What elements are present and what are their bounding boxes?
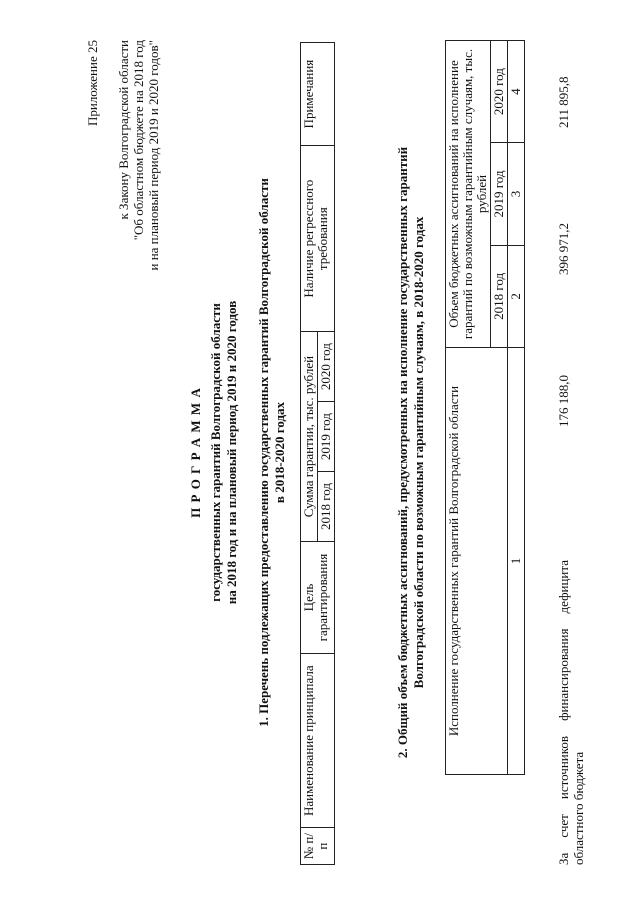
numbering-cell-4: 4 (508, 41, 525, 143)
numbering-cell-1: 1 (508, 348, 525, 775)
col-notes-header: Примечания (301, 43, 335, 146)
law-line-2: "Об областном бюджете на 2018 год (131, 40, 146, 241)
numbering-cell-2: 2 (508, 245, 525, 347)
volume-header: Объем бюджетных ассигнований на исполнение гарантий по возможным гарантийным случаям, тыс. рублей (446, 41, 491, 348)
col-num-header: № п/п (301, 828, 335, 865)
col-principal-header: Наименование принципала (301, 654, 335, 828)
section2-title-line-2: Волгоградской области по возможным гарантийным случаям, в 2018-2020 годах (411, 216, 426, 689)
row-label: За счет источников финансирования дефицита областного бюджета (556, 560, 586, 865)
col-2019-header: 2019 год (318, 402, 335, 472)
law-line-1: к Закону Волгоградской области (116, 40, 131, 220)
section2-title-line-1: 2. Общий объем бюджетных ассигнований, предусмотренных на исполнение государственных гарантий (395, 146, 410, 759)
section1-title-line-2: в 2018-2020 годах (272, 401, 287, 504)
alloc-2019-header: 2019 год (491, 143, 508, 245)
appendix-header (85, 40, 161, 370)
section1-title-line-1: 1. Перечень подлежащих предоставлению государственных гарантий Волгоградской области (256, 178, 271, 727)
col-2020-header: 2020 год (318, 332, 335, 402)
alloc-2020-header: 2020 год (491, 41, 508, 143)
blank-row (525, 41, 546, 775)
section2-heading (395, 0, 427, 905)
col-2018-header: 2018 год (318, 472, 335, 542)
section1-heading (256, 0, 288, 905)
col-purpose-header: Цель гарантирования (301, 541, 335, 653)
program-title-block (188, 0, 240, 905)
row-value-2020: 211 895,8 (556, 76, 571, 128)
row-value-2018: 176 188,0 (556, 375, 571, 427)
guarantees-table (300, 42, 335, 865)
allocations-table (445, 40, 545, 775)
row-value-2019: 396 971,2 (556, 223, 571, 275)
program-subtitle-1: государственных гарантий Волгоградской области (208, 303, 223, 602)
col-regress-header: Наличие регрессного требования (301, 146, 335, 332)
numbering-cell-3: 3 (508, 143, 525, 245)
col-sum-header: Сумма гарантии, тыс. рублей (301, 332, 318, 542)
program-title: П Р О Г Р А М М А (188, 387, 203, 518)
alloc-2018-header: 2018 год (491, 245, 508, 347)
law-line-3: и на плановый период 2019 и 2020 годов" (146, 40, 161, 271)
execution-header: Исполнение государственных гарантий Волгоградской области (446, 348, 508, 775)
appendix-title: Приложение 25 (85, 40, 100, 127)
program-subtitle-2: на 2018 год и на плановый период 2019 и 2020 годов (224, 300, 239, 605)
